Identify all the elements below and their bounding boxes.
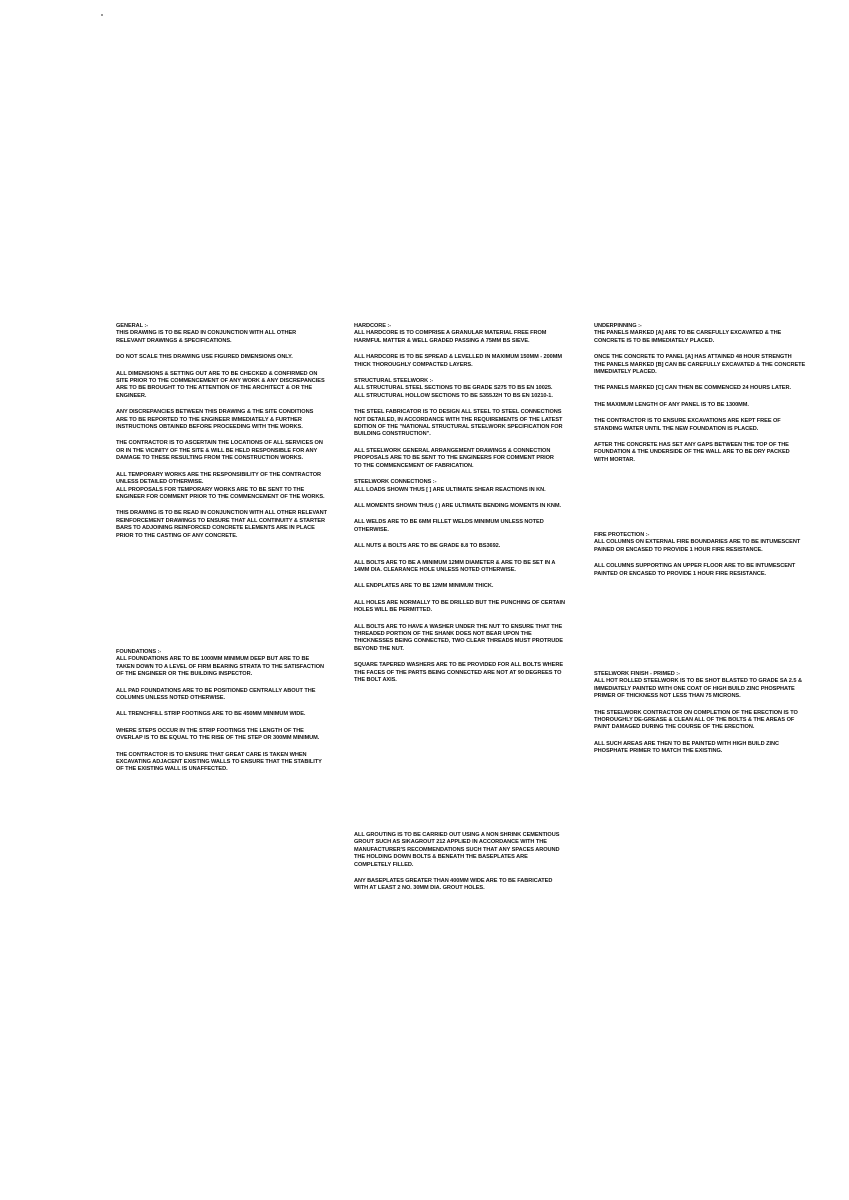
general-note: ANY DISCREPANCIES BETWEEN THIS DRAWING & THE SITE CONDITIONS ARE TO BE REPORTED TO THE ENGINEER IMMEDIATELY & FURTHER INSTRUCTIONS OBTAINED BEFORE PROCEEDING WITH THE WORKS. bbox=[116, 409, 314, 431]
steelwork-finish-note: ALL HOT ROLLED STEELWORK IS TO BE SHOT BLASTED TO GRADE SA 2.5 & IMMEDIATELY PAINTED WITH ONE COAT OF HIGH BUILD ZINC PHOSPHATE PRIMER OF THICKNESS NOT LESS THAN 75 MICRONS. bbox=[594, 678, 802, 700]
foundations-heading: FOUNDATIONS :- bbox=[116, 649, 162, 655]
underpinning-section bbox=[594, 323, 816, 464]
foundations-note: WHERE STEPS OCCUR IN THE STRIP FOOTINGS THE LENGTH OF THE OVERLAP IS TO BE EQUAL TO THE RISE OF THE STEP OR 300MM MINIMUM. bbox=[116, 727, 320, 742]
grouting-note: ANY BASEPLATES GREATER THAN 400MM WIDE ARE TO BE FABRICATED WITH AT LEAST 2 NO. 30MM DIA. GROUT HOLES. bbox=[354, 878, 553, 892]
hardcore-note: ALL HARDCORE IS TO BE SPREAD & LEVELLED IN MAXIMUM 150MM - 200MM THICK THOROUGHLY COMPACTED LAYERS. bbox=[354, 354, 562, 368]
general-note: THIS DRAWING IS TO BE READ IN CONJUNCTION WITH ALL OTHER RELEVANT DRAWINGS & SPECIFICATIONS. bbox=[116, 330, 297, 344]
foundations-note: ALL FOUNDATIONS ARE TO BE 1000MM MINIMUM DEEP BUT ARE TO BE TAKEN DOWN TO A LEVEL OF FIRM BEARING STRATA TO THE SATISFACTION OF THE ENGINEER OR THE BUILDING INSPECTOR. bbox=[116, 656, 325, 678]
general-note: DO NOT SCALE THIS DRAWING USE FIGURED DIMENSIONS ONLY. bbox=[116, 354, 293, 361]
steelwork-finish-heading: STEELWORK FINISH - PRIMED :- bbox=[594, 671, 680, 677]
underpinning-note: THE PANELS MARKED [A] ARE TO BE CAREFULLY EXCAVATED & THE CONCRETE IS TO BE IMMEDIATELY PLACED. bbox=[594, 330, 782, 344]
connections-note: ALL WELDS ARE TO BE 6MM FILLET WELDS MINIMUM UNLESS NOTED OTHERWISE. bbox=[354, 519, 544, 533]
grouting-section bbox=[354, 832, 576, 893]
connections-note: ALL HOLES ARE NORMALLY TO BE DRILLED BUT THE PUNCHING OF CERTAIN HOLES WILL BE PERMITTED. bbox=[354, 599, 566, 614]
connections-note: ALL NUTS & BOLTS ARE TO BE GRADE 8.8 TO BS3692. bbox=[354, 543, 501, 550]
general-notes-section bbox=[116, 323, 331, 540]
general-heading: GENERAL :- bbox=[116, 323, 149, 329]
underpinning-heading: UNDERPINNING :- bbox=[594, 323, 642, 329]
connections-note: ALL BOLTS ARE TO HAVE A WASHER UNDER THE NUT TO ENSURE THAT THE THREADED PORTION OF THE SHANK DOES NOT BEAR UPON THE THICKNESSES BEING CONNECTED, TWO CLEAR THREADS MUST PROTRUDE BEYOND THE NUT. bbox=[354, 623, 563, 652]
connections-note: ALL MOMENTS SHOWN THUS ( ) ARE ULTIMATE BENDING MOMENTS IN KNM. bbox=[354, 502, 562, 509]
underpinning-note: THE MAXIMUM LENGTH OF ANY PANEL IS TO BE 1300MM. bbox=[594, 401, 749, 408]
underpinning-note: THE PANELS MARKED [C] CAN THEN BE COMMENCED 24 HOURS LATER. bbox=[594, 385, 791, 392]
foundations-section bbox=[116, 649, 331, 774]
steelwork-finish-note: ALL SUCH AREAS ARE THEN TO BE PAINTED WITH HIGH BUILD ZINC PHOSPHATE PRIMER TO MATCH THE EXISTING. bbox=[594, 740, 780, 755]
structural-steelwork-note: THE STEEL FABRICATOR IS TO DESIGN ALL STEEL TO STEEL CONNECTIONS NOT DETAILED, IN ACCORDANCE WITH THE REQUIREMENTS OF THE LATEST EDITION OF THE "NATIONAL STRUCTURAL STEELWORK SPECIFICATION FOR BUILDING CONSTRUCTION". bbox=[354, 409, 563, 438]
hardcore-section bbox=[354, 323, 576, 684]
general-note: THE CONTRACTOR IS TO ASCERTAIN THE LOCATIONS OF ALL SERVICES ON OR IN THE VICINITY OF THE SITE & WILL BE HELD RESPONSIBLE FOR ANY DAMAGE TO THESE RESULTING FROM THE CONSTRUCTION WORKS. bbox=[116, 440, 323, 462]
steelwork-finish-note: THE STEELWORK CONTRACTOR ON COMPLETION OF THE ERECTION IS TO THOROUGHLY DE-GREASE & CLEAN ALL OF THE BOLTS & THE AREAS OF PAINT DAMAGED DURING THE COURSE OF THE ERECTION. bbox=[594, 709, 798, 731]
fire-protection-section bbox=[594, 532, 816, 578]
connections-note: SQUARE TAPERED WASHERS ARE TO BE PROVIDED FOR ALL BOLTS WHERE THE FACES OF THE PARTS BEING CONNECTED ARE NOT AT 90 DEGREES TO THE BOLT AXIS. bbox=[354, 662, 564, 683]
hardcore-heading: HARDCORE :- bbox=[354, 323, 392, 329]
foundations-note: ALL TRENCHFILL STRIP FOOTINGS ARE TO BE 450MM MINIMUM WIDE. bbox=[116, 711, 306, 718]
structural-steelwork-note: ALL STRUCTURAL STEEL SECTIONS TO BE GRADE S275 TO BS EN 10025. ALL STRUCTURAL HOLLOW SECTIONS TO BE S355J2H TO BS EN 10210-1. bbox=[354, 385, 553, 399]
structural-steelwork-note: ALL STEELWORK GENERAL ARRANGEMENT DRAWINGS & CONNECTION PROPOSALS ARE TO BE SENT TO THE ENGINEERS FOR COMMENT PRIOR TO THE COMMENCEMENT OF FABRICATION. bbox=[354, 447, 554, 469]
grouting-note: ALL GROUTING IS TO BE CARRIED OUT USING A NON SHRINK CEMENTIOUS GROUT SUCH AS SIKAGROUT 212 APPLIED IN ACCORDANCE WITH THE MANUFACTURER'S RECOMMENDATIONS SUCH THAT ANY SPACES AROUND THE HOLDING DOWN BOLTS & BENEATH THE BASEPLATES ARE COMPLETELY FILLED. bbox=[354, 832, 560, 868]
connections-note: ALL BOLTS ARE TO BE A MINIMUM 12MM DIAMETER & ARE TO BE SET IN A 14MM DIA. CLEARANCE HOLE UNLESS NOTED OTHERWISE. bbox=[354, 559, 556, 573]
underpinning-note: THE CONTRACTOR IS TO ENSURE EXCAVATIONS ARE KEPT FREE OF STANDING WATER UNTIL THE NEW FOUNDATION IS PLACED. bbox=[594, 418, 781, 432]
connections-note: ALL LOADS SHOWN THUS [ ] ARE ULTIMATE SHEAR REACTIONS IN KN. bbox=[354, 486, 546, 493]
fire-protection-note: ALL COLUMNS SUPPORTING AN UPPER FLOOR ARE TO BE INTUMESCENT PAINTED OR ENCASED TO PROVIDE 1 HOUR FIRE RESISTANCE. bbox=[594, 563, 796, 577]
connections-note: ALL ENDPLATES ARE TO BE 12MM MINIMUM THICK. bbox=[354, 583, 494, 590]
general-note: ALL DIMENSIONS & SETTING OUT ARE TO BE CHECKED & CONFIRMED ON SITE PRIOR TO THE COMMENCEMENT OF ANY WORK & ANY DISCREPANCIES ARE TO BE BROUGHT TO THE ATTENTION OF THE ARCHITECT & OR THE ENGINEER. bbox=[116, 370, 325, 399]
foundations-note: ALL PAD FOUNDATIONS ARE TO BE POSITIONED CENTRALLY ABOUT THE COLUMNS UNLESS NOTED OTHERWISE. bbox=[116, 687, 316, 702]
general-note: ALL TEMPORARY WORKS ARE THE RESPONSIBILITY OF THE CONTRACTOR UNLESS DETAILED OTHERWISE. ALL PROPOSALS FOR TEMPORARY WORKS ARE TO BE SENT TO THE ENGINEER FOR COMMENT PRIOR TO THE COMMENCEMENT OF THE WORKS. bbox=[116, 471, 325, 500]
steelwork-finish-section bbox=[594, 671, 816, 756]
hardcore-note: ALL HARDCORE IS TO COMPRISE A GRANULAR MATERIAL FREE FROM HARMFUL MATTER & WELL GRADED PASSING A 75MM BS SIEVE. bbox=[354, 330, 547, 344]
general-note: THIS DRAWING IS TO BE READ IN CONJUNCTION WITH ALL OTHER RELEVANT REINFORCEMENT DRAWINGS TO ENSURE THAT ALL CONTINUITY & STARTER BARS TO ADJOINING REINFORCED CONCRETE ELEMENTS ARE IN PLACE PRIOR TO THE CASTING OF ANY CONCRETE. bbox=[116, 510, 327, 539]
fire-protection-heading: FIRE PROTECTION :- bbox=[594, 532, 650, 538]
fire-protection-note: ALL COLUMNS ON EXTERNAL FIRE BOUNDARIES ARE TO BE INTUMESCENT PAINED OR ENCASED TO PROVIDE 1 HOUR FIRE RESISTANCE. bbox=[594, 539, 801, 553]
scan-speck bbox=[101, 14, 103, 16]
steelwork-connections-heading: STEELWORK CONNECTIONS :- bbox=[354, 479, 437, 486]
structural-steelwork-heading: STRUCTURAL STEELWORK :- bbox=[354, 378, 434, 385]
underpinning-note: ONCE THE CONCRETE TO PANEL [A] HAS ATTAINED 48 HOUR STRENGTH THE PANELS MARKED [B] CAN BE CAREFULLY EXCAVATED & THE CONCRETE IMMEDIATELY PLACED. bbox=[594, 354, 806, 376]
underpinning-note: AFTER THE CONCRETE HAS SET ANY GAPS BETWEEN THE TOP OF THE FOUNDATION & THE UNDERSIDE OF THE WALL ARE TO BE DRY PACKED WITH MORTAR. bbox=[594, 442, 790, 463]
foundations-note: THE CONTRACTOR IS TO ENSURE THAT GREAT CARE IS TAKEN WHEN EXCAVATING ADJACENT EXISTING WALLS TO ENSURE THAT THE STABILITY OF THE EXISTING WALL IS UNAFFECTED. bbox=[116, 751, 322, 773]
